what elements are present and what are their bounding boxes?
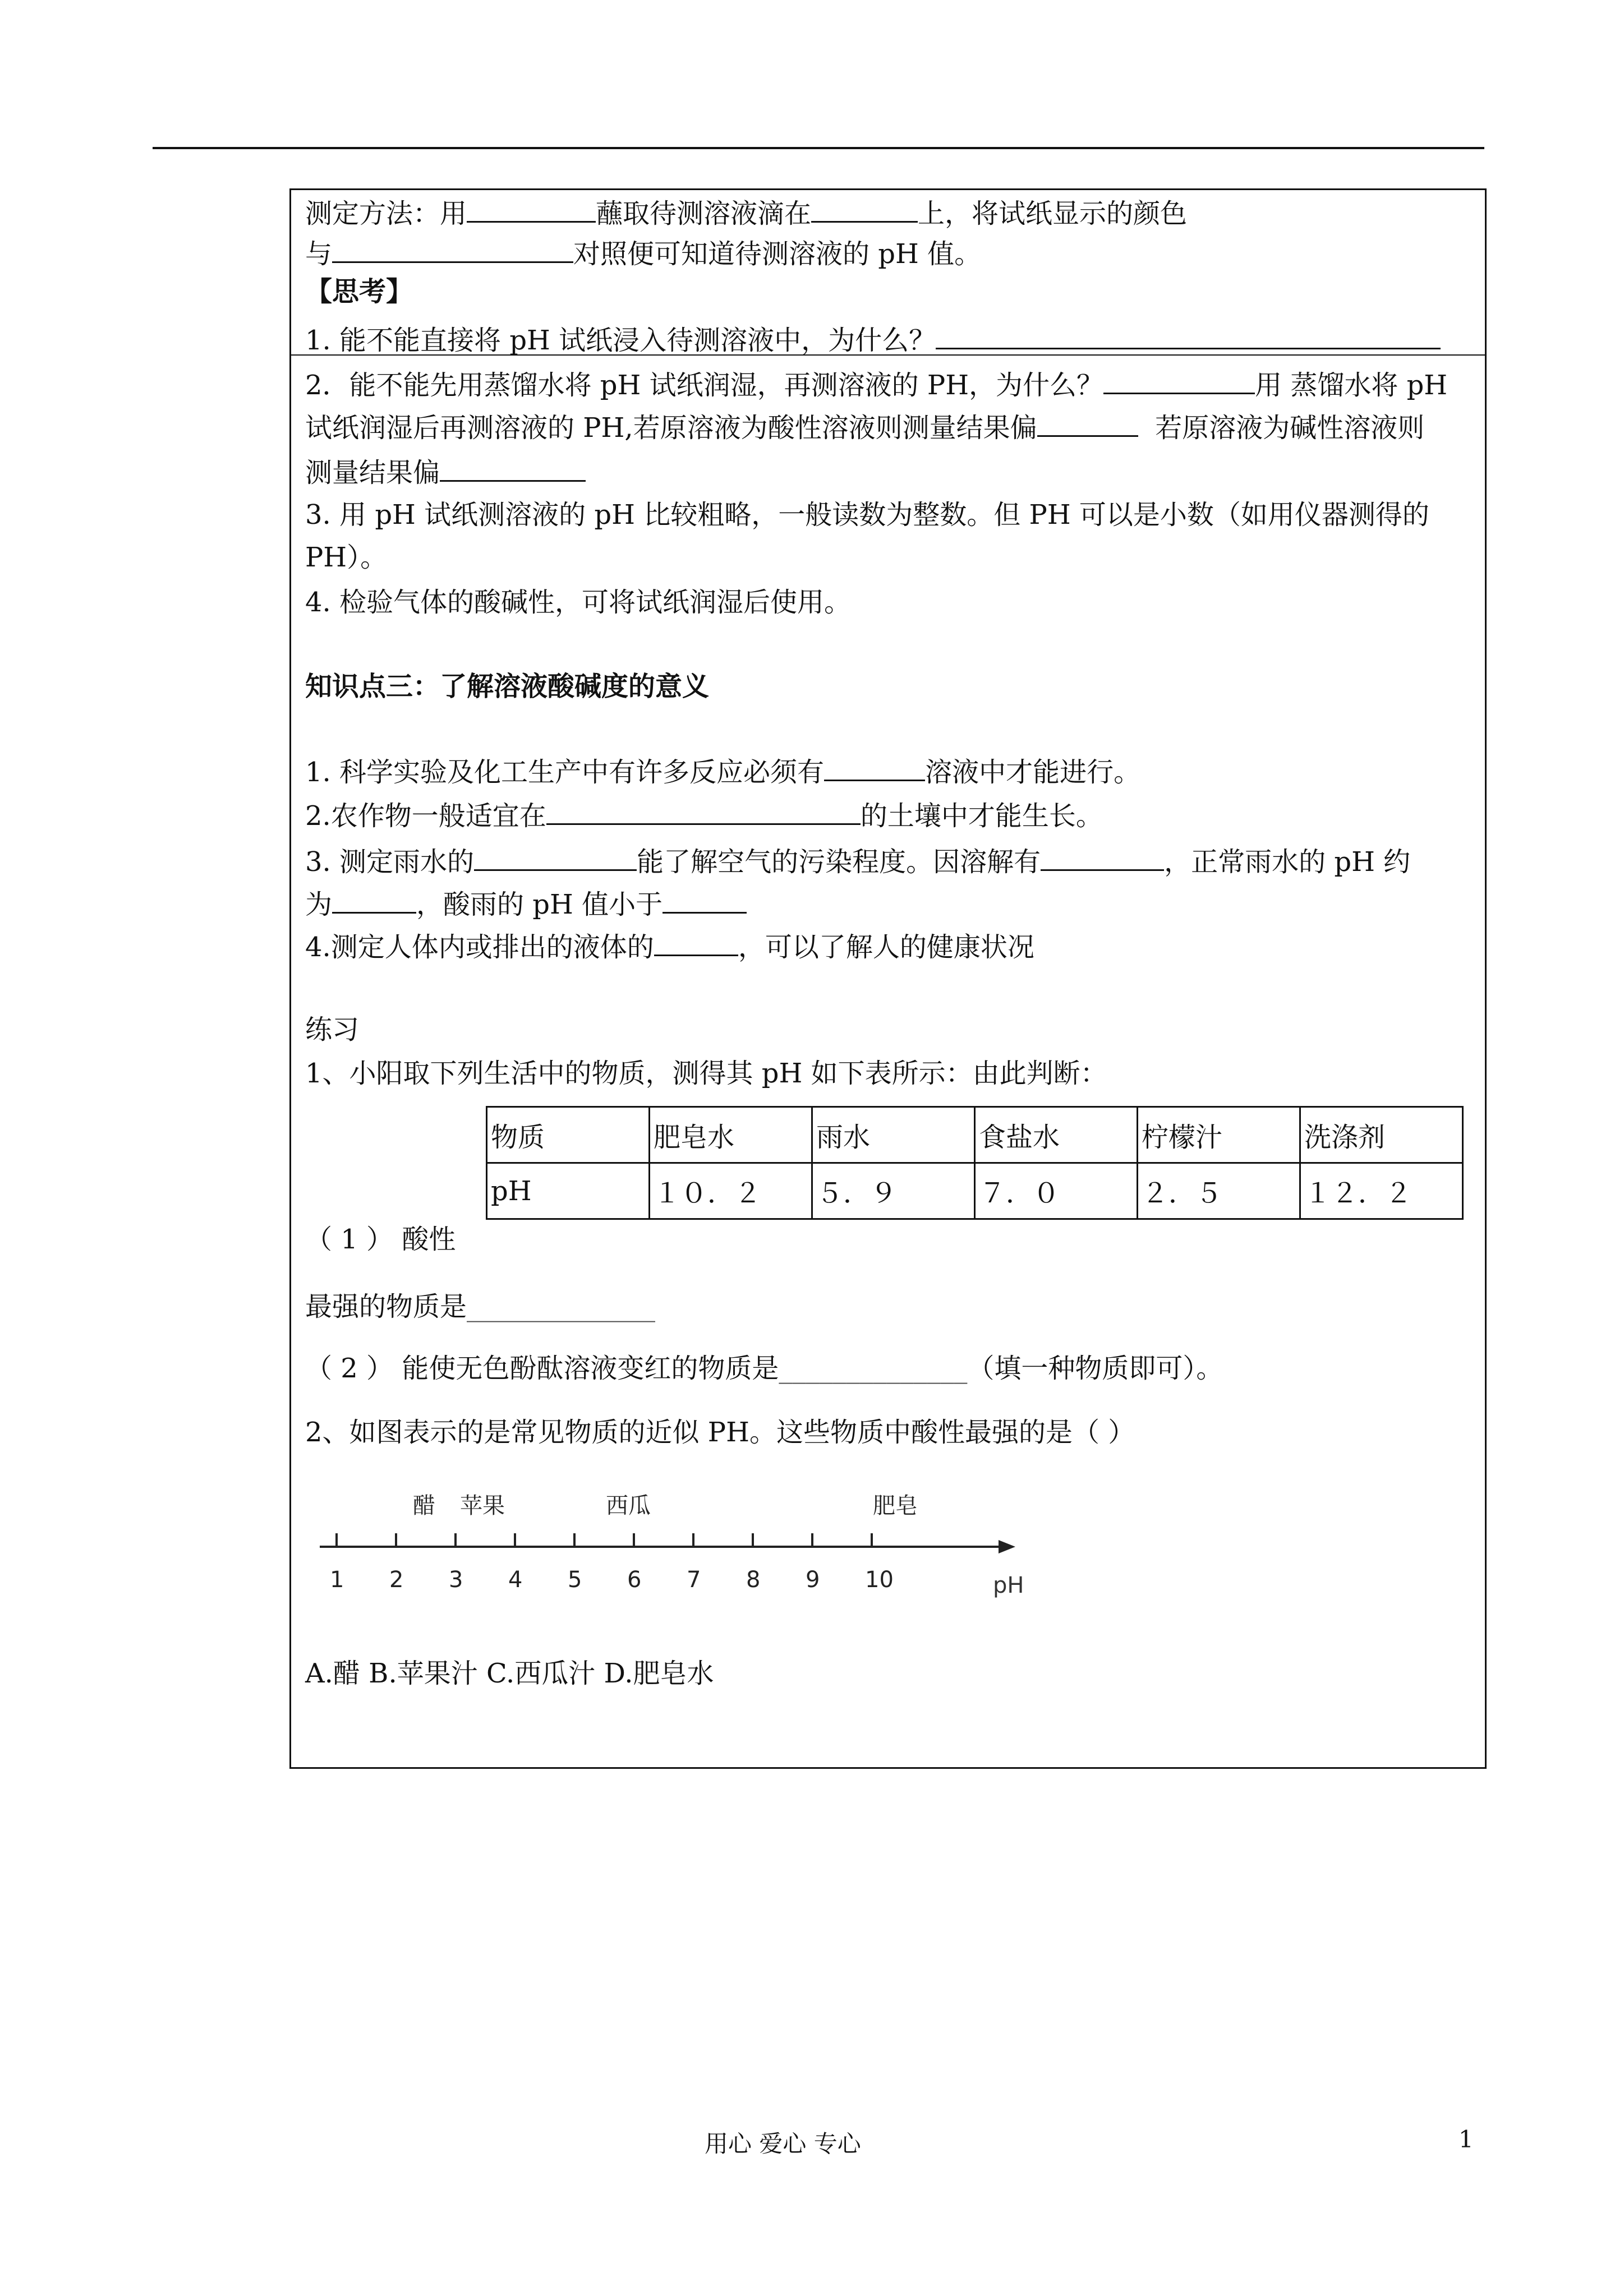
method-line-2 [305,234,981,271]
think-q2-line1 [305,366,1447,402]
blank-q2-acid [1037,408,1138,437]
kp3-line2 [305,796,1103,833]
ph-scale-diagram [314,1481,1055,1604]
kp3-l3-b: 能了解空气的污染程度。因溶解有 [637,846,1041,878]
scale-arrow-icon [999,1540,1015,1553]
kp3-l1-b: 溶液中才能进行。 [925,757,1141,788]
think-q2-d: 若原溶液为碱性溶液则 [1155,412,1425,444]
scale-tick-label: 5 [568,1567,582,1593]
method-prefix: 测定方法：用 [305,198,467,229]
scale-ticks [330,1533,894,1593]
kp3-l3-c: ，正常雨水的 pH 约 [1164,846,1411,878]
kp3-line4 [305,885,747,921]
method-mid2: 上，将试纸显示的颜色 [918,198,1188,229]
blank-q2-base [440,453,586,482]
practice-sub2-b: （填一种物质即可）。 [967,1353,1223,1384]
scale-tick-label: 6 [627,1567,642,1593]
blank-tool [467,194,596,223]
practice-q2: 2、如图表示的是常见物质的近似 PH。这些物质中酸性最强的是（ ） [305,1417,1135,1448]
blank-kp3-2 [546,796,861,825]
blank-paper [811,194,918,223]
table-cell: 物质 [487,1107,650,1163]
kp3-l5-a: 4.测定人体内或排出的液体的 [305,932,654,963]
scale-axis-label: pH [993,1573,1024,1598]
scale-tick-label: 9 [806,1567,820,1593]
kp3-l5-b: ，可以了解人的健康状况 [738,932,1034,963]
blank-kp3-4 [1041,842,1164,871]
footer-motto: 用心 爱心 专心 [705,2130,861,2157]
practice-sub1-line [305,1290,655,1324]
kp3-l2-a: 2.农作物一般适宜在 [305,800,546,832]
scale-label-vinegar: 醋 [413,1493,435,1519]
think-q3-line2: PH）。 [305,542,388,573]
think-q1-text: 1. 能不能直接将 pH 试纸浸入待测溶液中，为什么？ [305,325,936,356]
think-q2-line2 [305,408,1424,445]
scale-tick-label: 8 [746,1567,761,1593]
think-q1 [305,321,1441,357]
kp3-l4-b: ，酸雨的 pH 值小于 [416,889,663,920]
table-cell: １０．２ [650,1163,812,1219]
practice-sub1-a: （ 1 ） 酸性 [305,1224,456,1255]
method-mid1: 蘸取待测溶液滴在 [596,198,812,229]
kp3-l2-b: 的土壤中才能生长。 [860,800,1103,832]
blank-kp3-1 [824,753,925,781]
blank-q2-1 [1103,366,1255,394]
table-cell: １２．２ [1300,1163,1463,1219]
think-q2-e: 测量结果偏 [305,457,440,488]
table-cell: ７．０ [975,1163,1138,1219]
think-q2-c: 试纸润湿后再测溶液的 PH,若原溶液为酸性溶液则测量结果偏 [305,412,1037,444]
table-cell: ５．９ [812,1163,975,1219]
table-cell: 洗涤剂 [1300,1107,1463,1163]
think-q2-b: 用 蒸馏水将 pH [1255,370,1448,401]
kp3-line3 [305,842,1410,879]
blank-color-card [332,234,573,263]
practice-options: A.醋 B.苹果汁 C.西瓜汁 D.肥皂水 [305,1658,714,1689]
header-rule [153,147,1484,149]
think-heading: 【思考】 [305,276,413,307]
blank-kp3-6 [663,885,747,914]
scale-tick-label: 2 [389,1567,404,1593]
kp3-l3-a: 3. 测定雨水的 [305,846,475,878]
think-q2-a: 2．能不能先用蒸馏水将 pH 试纸润湿，再测溶液的 PH，为什么？ [305,370,1104,401]
scale-tick-label: 7 [687,1567,701,1593]
table-cell: ２．５ [1138,1163,1300,1219]
practice-q1: 1、小阳取下列生活中的物质，测得其 pH 如下表所示：由此判断： [305,1058,1107,1089]
kp3-line5 [305,928,1034,964]
ph-table [486,1106,1464,1220]
kp3-line1 [305,753,1140,789]
table-cell: 雨水 [812,1107,975,1163]
method-line2-prefix: 与 [305,238,333,270]
blank-q1 [936,321,1441,349]
kp3-l4-a: 为 [305,889,333,920]
blank-kp3-3 [474,842,637,871]
method-line-1 [305,194,1187,230]
kp3-l1-a: 1. 科学实验及化工生产中有许多反应必须有 [305,757,825,788]
practice-sub1-blank: ______________ [467,1291,656,1322]
blank-kp3-7 [654,928,738,956]
table-cell: pH [487,1163,650,1219]
scale-tick-label: 10 [865,1567,894,1593]
table-row [487,1163,1463,1219]
practice-sub1-b: 最强的物质是 [305,1291,467,1322]
kp3-heading: 知识点三：了解溶液酸碱度的意义 [305,671,710,702]
scale-label-soap: 肥皂 [873,1493,918,1519]
scale-tick-label: 4 [508,1567,523,1593]
think-q4: 4. 检验气体的酸碱性，可将试纸润湿后使用。 [305,587,852,618]
table-cell: 肥皂水 [650,1107,812,1163]
practice-sub2-line [305,1352,1223,1385]
scale-tick-label: 3 [449,1567,463,1593]
think-q3-line1: 3. 用 pH 试纸测溶液的 pH 比较粗略，一般读数为整数。但 PH 可以是小数（如用仪器测得的 [305,499,1429,531]
scale-label-apple: 苹果 [460,1493,505,1519]
blank-kp3-5 [332,885,416,914]
practice-sub2-a: （ 2 ） 能使无色酚酞溶液变红的物质是 [305,1353,779,1384]
practice-heading: 练习 [305,1014,360,1045]
table-cell: 柠檬汁 [1138,1107,1300,1163]
scale-tick-label: 1 [330,1567,344,1593]
method-line2-suffix: 对照便可知道待测溶液的 pH 值。 [573,238,982,270]
table-cell: 食盐水 [975,1107,1138,1163]
table-row [487,1107,1463,1163]
scale-label-watermelon: 西瓜 [606,1493,651,1519]
page-number: 1 [1459,2126,1474,2153]
think-q2-line3 [305,453,586,490]
practice-sub2-blank: ______________ [779,1353,968,1384]
